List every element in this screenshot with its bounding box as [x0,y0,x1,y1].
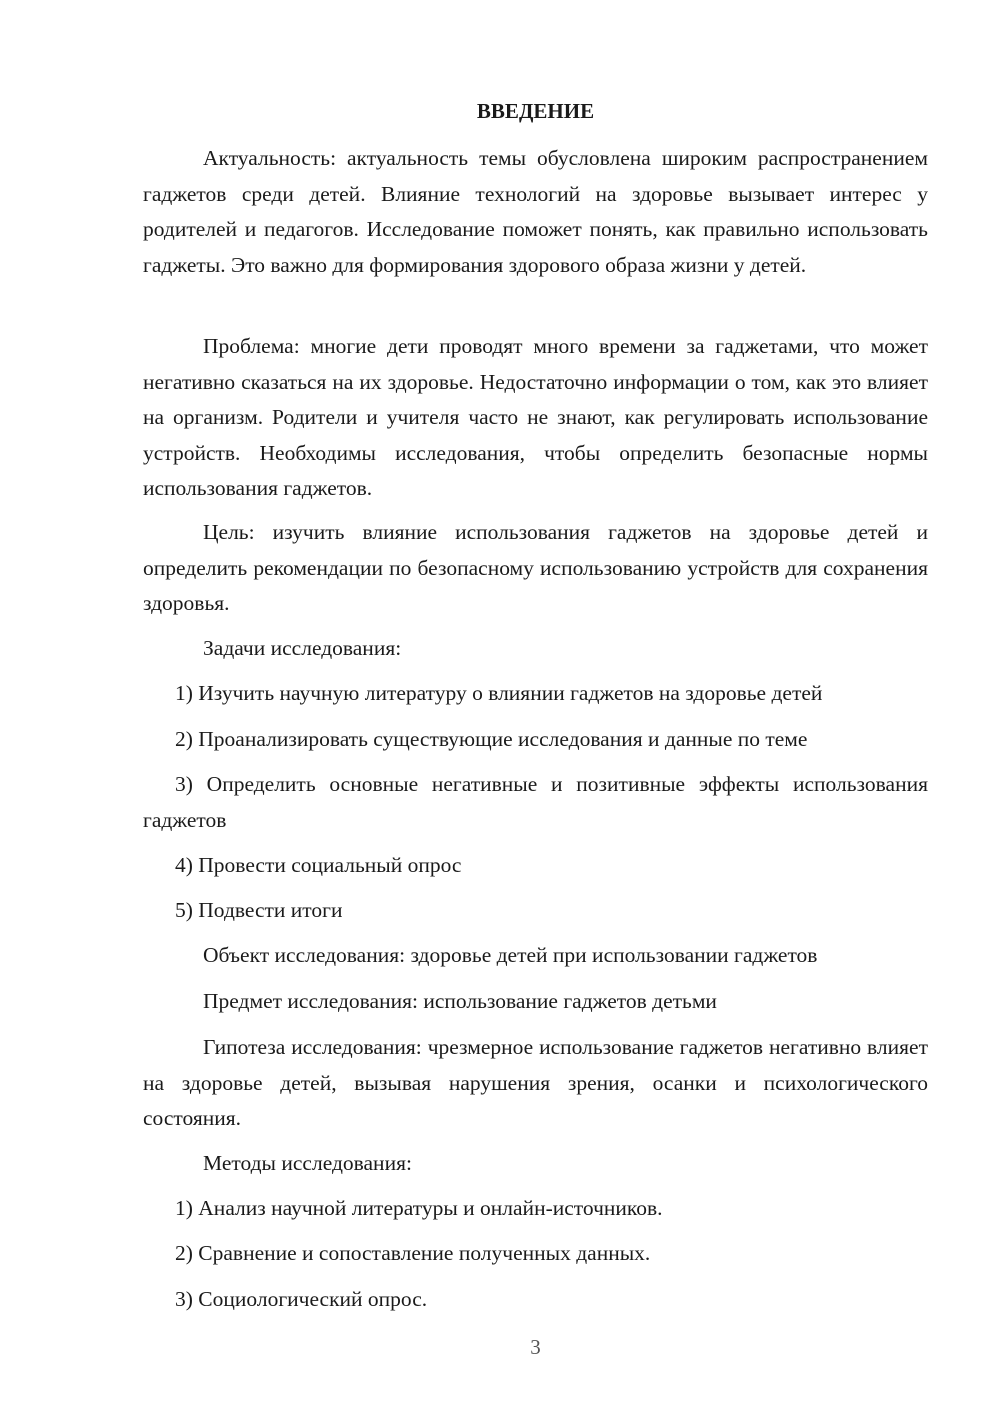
page-title: ВВЕДЕНИЕ [476,99,595,123]
research-subject: Предмет исследования: использование гаджетов детьми [203,989,717,1013]
tasks-title: Задачи исследования: [203,636,402,660]
method-item-3: 3) Социологический опрос. [175,1287,428,1311]
goal-paragraph: Цель: изучить влияние использования гаджетов на здоровье детей и определить рекомендации по безопасному использованию устройств для сохранения здоровья. [143,520,928,615]
task-item-3: 3) Определить основные негативные и позитивные эффекты использования гаджетов [143,772,928,832]
relevance-paragraph: Актуальность: актуальность темы обусловлена широким распространением гаджетов среди детей. Влияние технологий на здоровье вызывает интерес у родителей и педагогов. Исследование поможет понять, как правильно использовать гаджеты. Это важно для формирования здорового образа жизни у детей. [143,146,928,277]
method-item-2: 2) Сравнение и сопоставление полученных данных. [175,1241,651,1265]
problem-paragraph: Проблема: многие дети проводят много времени за гаджетами, что может негативно сказаться на их здоровье. Недостаточно информации о том, как это влияет на организм. Родители и учителя часто не знают, как регулировать использование устройств. Необходимы исследования, чтобы определить безопасные нормы использования гаджетов. [143,334,928,500]
methods-title: Методы исследования: [203,1151,412,1175]
hypothesis-paragraph: Гипотеза исследования: чрезмерное использование гаджетов негативно влияет на здоровье детей, вызывая нарушения зрения, осанки и психологического состояния. [143,1035,928,1130]
task-item-5: 5) Подвести итоги [175,898,343,922]
research-object: Объект исследования: здоровье детей при использовании гаджетов [203,943,818,967]
task-item-2: 2) Проанализировать существующие исследования и данные по теме [175,727,808,751]
task-item-1: 1) Изучить научную литературу о влиянии гаджетов на здоровье детей [175,681,823,705]
document-page [143,0,928,1414]
page-number: 3 [530,1335,541,1359]
method-item-1: 1) Анализ научной литературы и онлайн-источников. [175,1196,663,1220]
task-item-4: 4) Провести социальный опрос [175,853,462,877]
